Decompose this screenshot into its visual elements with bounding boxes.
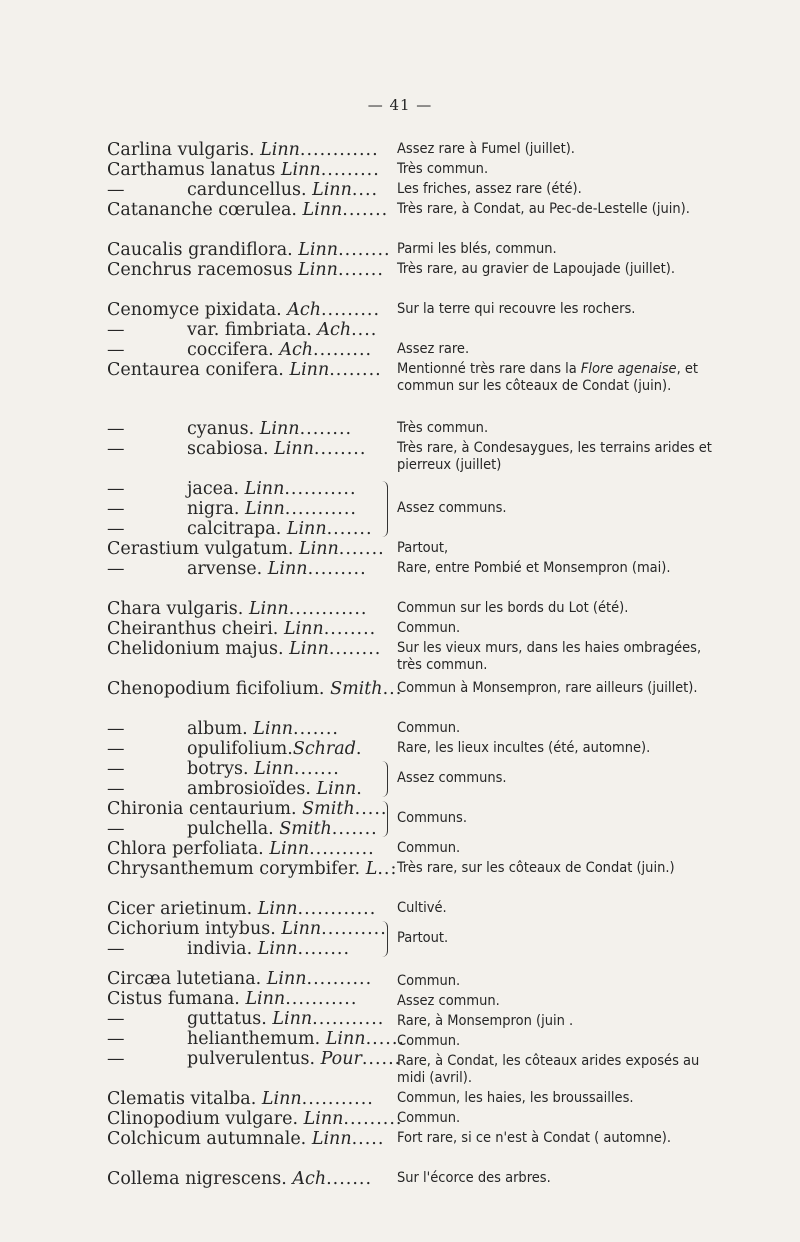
species-name: Cenomyce pixidata. Ach.........	[107, 300, 381, 320]
species-name: Chara vulgaris. Linn............	[107, 599, 368, 619]
species-note: Très rare, à Condesaygues, les terrains arides et pierreux (juillet)	[397, 440, 712, 473]
species-note: Communs.	[397, 810, 467, 826]
species-name: Chelidonium majus. Linn........	[107, 639, 382, 659]
species-name: Chenopodium ficifolium. Smith...	[107, 679, 403, 699]
species-name: Carthamus lanatus Linn.........	[107, 160, 380, 180]
species-note: Les friches, assez rare (été).	[397, 181, 582, 197]
species-name: Circæa lutetiana. Linn..........	[107, 969, 373, 989]
species-name: Cenchrus racemosus Linn.......	[107, 260, 384, 280]
species-name: Cichorium intybus. Linn..........	[107, 919, 387, 939]
species-name: Cistus fumana. Linn...........	[107, 989, 358, 1009]
group-brace	[381, 921, 388, 957]
species-name: — guttatus. Linn...........	[107, 1009, 385, 1029]
species-name: Cheiranthus cheiri. Linn........	[107, 619, 377, 639]
group-brace	[381, 761, 388, 797]
species-note: Commun.	[397, 1110, 461, 1126]
species-name: — scabiosa. Linn........	[107, 439, 367, 459]
species-note: Très commun.	[397, 420, 489, 436]
species-name: Chironia centaurium. Smith.....	[107, 799, 388, 819]
species-name: — ambrosioïdes. Linn.	[107, 779, 363, 799]
species-note: Très rare, sur les côteaux de Condat (juin.)	[397, 860, 675, 876]
species-note: Assez communs.	[397, 770, 507, 786]
species-note: Mentionné très rare dans la Flore agenaise, et commun sur les côteaux de Condat (juin).	[397, 361, 699, 394]
species-name: Carlina vulgaris. Linn............	[107, 140, 379, 160]
group-brace	[381, 481, 388, 537]
species-note: Rare, les lieux incultes (été, automne).	[397, 740, 651, 756]
group-brace	[381, 801, 388, 837]
species-note: Sur la terre qui recouvre les rochers.	[397, 301, 636, 317]
species-note: Commun.	[397, 1033, 461, 1049]
species-note: Assez rare à Fumel (juillet).	[397, 141, 575, 157]
species-note: Commun.	[397, 840, 461, 856]
species-name: — pulchella. Smith.......	[107, 819, 378, 839]
species-note: Commun.	[397, 973, 461, 989]
species-name: — calcitrapa. Linn.......	[107, 519, 373, 539]
species-note: Commun.	[397, 620, 461, 636]
species-note: Parmi les blés, commun.	[397, 241, 557, 257]
species-note: Cultivé.	[397, 900, 447, 916]
species-name: — coccifera. Ach.........	[107, 340, 373, 360]
species-name: Collema nigrescens. Ach.......	[107, 1169, 373, 1189]
species-note: Rare, à Condat, les côteaux arides exposés au midi (avril).	[397, 1053, 700, 1086]
species-note: Très commun.	[397, 161, 489, 177]
species-note: Très rare, à Condat, au Pec-de-Lestelle (juin).	[397, 201, 690, 217]
species-name: Chrysanthemum corymbifer. L..:	[107, 859, 398, 879]
species-name: Clematis vitalba. Linn...........	[107, 1089, 374, 1109]
species-name: Chlora perfoliata. Linn..........	[107, 839, 375, 859]
species-name: — pulverulentus. Pour......	[107, 1049, 402, 1069]
species-name: Catananche cœrulea. Linn.......	[107, 200, 389, 220]
species-name: Centaurea conifera. Linn........	[107, 360, 382, 380]
species-note: Assez commun.	[397, 993, 500, 1009]
species-note: Assez communs.	[397, 500, 507, 516]
species-note: Assez rare.	[397, 341, 470, 357]
species-note: Rare, entre Pombié et Monsempron (mai).	[397, 560, 671, 576]
species-name: Colchicum autumnale. Linn.....	[107, 1129, 385, 1149]
species-note: Rare, à Monsempron (juin .	[397, 1013, 574, 1029]
species-name: Cerastium vulgatum. Linn.......	[107, 539, 385, 559]
species-note: Commun, les haies, les broussailles.	[397, 1090, 634, 1106]
species-note: Commun sur les bords du Lot (été).	[397, 600, 629, 616]
species-name: — var. fimbriata. Ach....	[107, 320, 378, 340]
species-name: — opulifolium.Schrad.	[107, 739, 363, 759]
species-name: — cyanus. Linn........	[107, 419, 353, 439]
flora-title: Flore agenaise	[580, 361, 677, 377]
species-name: — arvense. Linn.........	[107, 559, 367, 579]
species-name: — nigra. Linn...........	[107, 499, 357, 519]
species-name: Cicer arietinum. Linn............	[107, 899, 377, 919]
species-note: Fort rare, si ce n'est à Condat ( automne).	[397, 1130, 671, 1146]
species-name: — carduncellus. Linn....	[107, 180, 379, 200]
species-note: Commun à Monsempron, rare ailleurs (juillet).	[397, 680, 698, 696]
species-name: — indivia. Linn........	[107, 939, 351, 959]
species-note: Partout.	[397, 930, 449, 946]
species-note: Sur les vieux murs, dans les haies ombragées, très commun.	[397, 640, 702, 673]
species-name: Caucalis grandiflora. Linn........	[107, 240, 391, 260]
species-name: — helianthemum. Linn......	[107, 1029, 405, 1049]
species-name: — botrys. Linn.......	[107, 759, 340, 779]
species-note: Sur l'écorce des arbres.	[397, 1170, 551, 1186]
page-number: — 41 —	[367, 96, 433, 114]
species-note: Partout,	[397, 540, 449, 556]
species-note: Très rare, au gravier de Lapoujade (juillet).	[397, 261, 676, 277]
species-name: Clinopodium vulgare. Linn.........	[107, 1109, 403, 1129]
species-name: — jacea. Linn...........	[107, 479, 357, 499]
species-note: Commun.	[397, 720, 461, 736]
species-name: — album. Linn.......	[107, 719, 339, 739]
